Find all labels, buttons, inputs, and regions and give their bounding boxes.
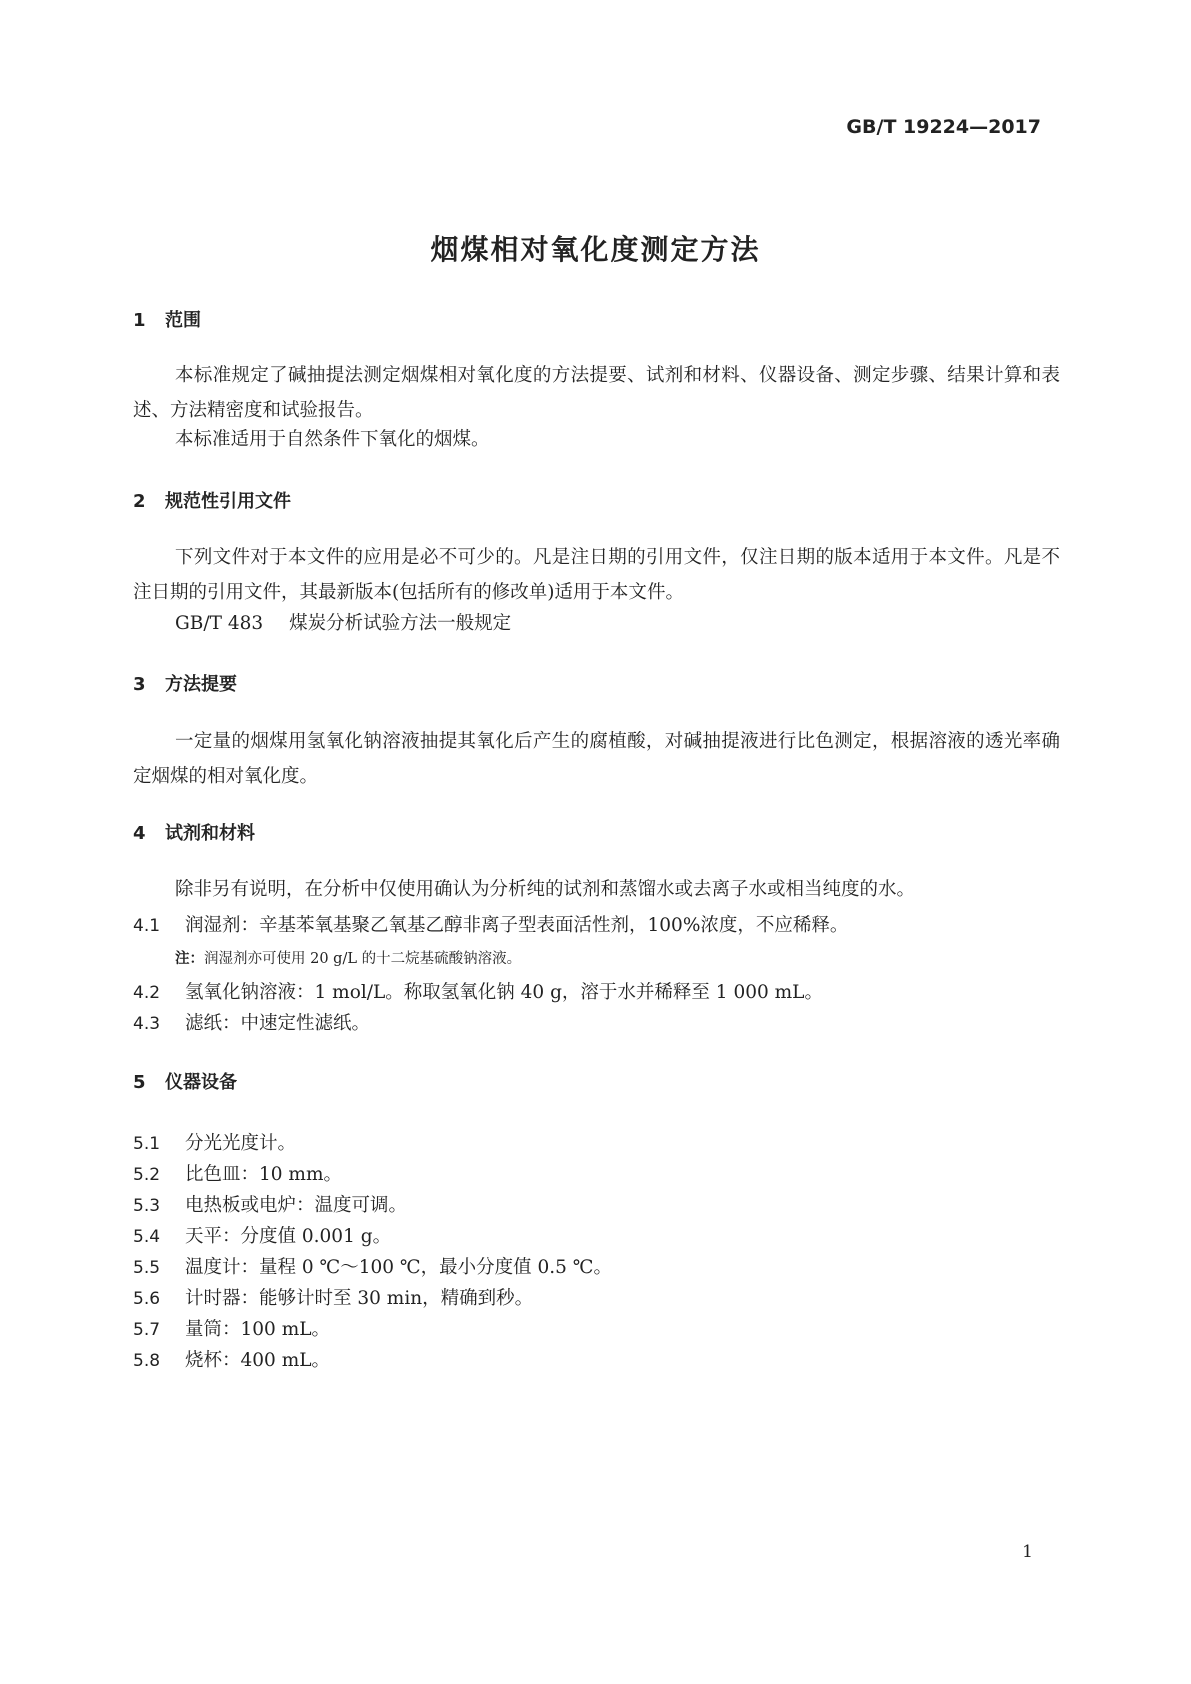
note: [175, 947, 521, 968]
section-1-heading: [133, 306, 201, 332]
item-number: 4.3: [133, 1014, 161, 1034]
section-1-title: 范围: [165, 310, 201, 331]
section-4-title: 试剂和材料: [165, 823, 255, 844]
item-text: 量筒：100 mL。: [185, 1319, 331, 1340]
item-number: 5.1: [133, 1134, 161, 1154]
section-1-paragraph-1: 本标准规定了碱抽提法测定烟煤相对氧化度的方法提要、试剂和材料、仪器设备、测定步骤、结果计算和表述、方法精密度和试验报告。: [133, 365, 1060, 421]
section-2-heading: [133, 487, 291, 513]
list-item: [133, 1346, 330, 1372]
section-1-paragraph-2: 本标准适用于自然条件下氧化的烟煤。: [175, 429, 490, 450]
normative-reference: [175, 609, 511, 635]
item-number: 5.4: [133, 1227, 161, 1247]
section-4-heading: [133, 819, 255, 845]
section-2-number: 2: [133, 491, 146, 512]
section-2-paragraph-1: 下列文件对于本文件的应用是必不可少的。凡是注日期的引用文件，仅注日期的版本适用于本文件。凡是不注日期的引用文件，其最新版本(包括所有的修改单)适用于本文件。: [133, 547, 1060, 603]
item-text: 温度计：量程 0 ℃～100 ℃，最小分度值 0.5 ℃。: [185, 1257, 612, 1278]
reference-title: 煤炭分析试验方法一般规定: [289, 613, 512, 634]
list-item: [133, 1315, 330, 1341]
list-item: [133, 1191, 407, 1217]
list-item: [133, 1009, 370, 1035]
section-4-intro: 除非另有说明，在分析中仅使用确认为分析纯的试剂和蒸馏水或去离子水或相当纯度的水。: [175, 879, 916, 900]
section-3-title: 方法提要: [165, 674, 237, 695]
list-item: [133, 1160, 342, 1186]
section-4-number: 4: [133, 823, 146, 844]
section-2-title: 规范性引用文件: [165, 491, 291, 512]
reference-code: GB/T 483: [175, 613, 264, 634]
note-label: 注：: [175, 951, 204, 967]
section-3-number: 3: [133, 674, 146, 695]
item-text: 滤纸：中速定性滤纸。: [185, 1013, 371, 1034]
section-3-heading: [133, 670, 237, 696]
item-text: 氢氧化钠溶液：1 mol/L。称取氢氧化钠 40 g，溶于水并稀释至 1 000 mL。: [185, 982, 823, 1003]
section-5-number: 5: [133, 1072, 146, 1093]
item-number: 4.1: [133, 916, 161, 936]
document-title: 烟煤相对氧化度测定方法: [430, 233, 761, 266]
item-number: 5.5: [133, 1258, 161, 1278]
list-item: [133, 978, 823, 1004]
item-number: 4.2: [133, 983, 161, 1003]
list-item: [133, 1253, 612, 1279]
list-item: [133, 1284, 533, 1310]
list-item: [133, 1222, 391, 1248]
item-number: 5.3: [133, 1196, 161, 1216]
item-number: 5.8: [133, 1351, 161, 1371]
item-text: 烧杯：400 mL。: [185, 1350, 331, 1371]
item-text: 比色皿：10 mm。: [185, 1164, 343, 1185]
item-text: 计时器：能够计时至 30 min，精确到秒。: [185, 1288, 534, 1309]
item-number: 5.6: [133, 1289, 161, 1309]
section-5-title: 仪器设备: [165, 1072, 237, 1093]
list-item: [133, 1129, 296, 1155]
item-text: 天平：分度值 0.001 g。: [185, 1226, 392, 1247]
item-text: 分光光度计。: [185, 1133, 297, 1154]
note-text: 润湿剂亦可使用 20 g/L 的十二烷基硫酸钠溶液。: [204, 951, 522, 967]
section-1-number: 1: [133, 310, 146, 331]
item-text: 电热板或电炉：温度可调。: [185, 1195, 408, 1216]
standard-code: GB/T 19224—2017: [846, 116, 1041, 138]
section-5-heading: [133, 1068, 237, 1094]
item-number: 5.2: [133, 1165, 161, 1185]
section-3-paragraph-1: 一定量的烟煤用氢氧化钠溶液抽提其氧化后产生的腐植酸，对碱抽提液进行比色测定，根据溶液的透光率确定烟煤的相对氧化度。: [133, 731, 1060, 787]
item-text: 润湿剂：辛基苯氧基聚乙氧基乙醇非离子型表面活性剂，100%浓度，不应稀释。: [185, 915, 849, 936]
item-number: 5.7: [133, 1320, 161, 1340]
list-item: [133, 911, 848, 937]
page-number: 1: [1022, 1542, 1033, 1562]
